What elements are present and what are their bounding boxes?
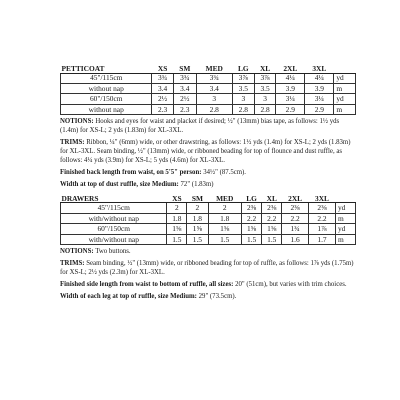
yardage-cell: 3.9: [276, 83, 305, 93]
yardage-cell: 2½: [173, 94, 196, 104]
unit-cell: m: [335, 213, 355, 223]
yardage-cell: 1.5: [167, 234, 187, 244]
leg-width-label: Width of each leg at top of ruffle, size Medium:: [60, 292, 197, 300]
dust-ruffle-value: 72" (1.83m): [180, 180, 214, 188]
row-label: without nap: [61, 83, 152, 93]
yardage-cell: 3⅞: [254, 73, 275, 83]
row-label: 45"/115cm: [61, 73, 152, 83]
yardage-cell: 2.2: [309, 213, 336, 223]
size-header: LG: [241, 192, 262, 203]
yardage-cell: 2⅜: [241, 203, 262, 213]
yardage-cell: 3¾: [152, 73, 173, 83]
petticoat-yardage-table: [60, 62, 356, 115]
size-header: LG: [232, 62, 254, 73]
yardage-cell: 3: [254, 94, 275, 104]
yardage-cell: 2½: [152, 94, 173, 104]
row-label: with/without nap: [61, 213, 167, 223]
row-label: 45"/115cm: [61, 203, 167, 213]
yardage-cell: 3: [232, 94, 254, 104]
notions-text: Hooks and eyes for waist and placket if desired; ½" (13mm) bias tape, as follows: 1½ yds (1.4m) for XS-L; 2 yds (1.83m) for XL-3XL.: [60, 118, 340, 135]
yardage-cell: 3¾: [196, 73, 232, 83]
yardage-cell: 2: [187, 203, 208, 213]
petticoat-title: PETTICOAT: [61, 62, 152, 73]
yardage-cell: 1⅝: [208, 224, 241, 234]
size-header: 3XL: [305, 62, 334, 73]
yardage-cell: 2: [208, 203, 241, 213]
trims-label: TRIMS:: [60, 259, 85, 267]
drawers-yardage-table: [60, 192, 356, 245]
yardage-cell: 2.2: [282, 213, 309, 223]
trims-text: Ribbon, ¼" (6mm) wide, or other drawstring, as follows: 1½ yds (1.4m) for XS-L; 2 yds (1.83m) for XL-3XL. Seam binding, ½" (13mm) wide, or ribboned beading for top of flounce and dust ruffle, as follows: 4¼ yds (3.9m) for XS-L; 5 yds (4.6m) for XL-3XL.: [60, 139, 351, 164]
unit-cell: yd: [334, 94, 356, 104]
yardage-cell: 3.5: [232, 83, 254, 93]
petticoat-finished-back-length: [60, 169, 356, 178]
yardage-cell: 2.8: [196, 104, 232, 114]
drawers-finished-side-length: [60, 281, 356, 290]
yardage-cell: 2.2: [262, 213, 282, 223]
petticoat-trims: [60, 139, 356, 166]
yardage-cell: 2.2: [241, 213, 262, 223]
row-label: with/without nap: [61, 234, 167, 244]
size-header: XL: [262, 192, 282, 203]
yardage-cell: 2⅜: [282, 203, 309, 213]
yardage-cell: 1¾: [282, 224, 309, 234]
table-row: [61, 224, 356, 234]
petticoat-header-row: [61, 62, 356, 73]
yardage-cell: 2.9: [276, 104, 305, 114]
yardage-cell: 1⅞: [309, 224, 336, 234]
drawers-header-row: [61, 192, 356, 203]
notions-label: NOTIONS:: [60, 118, 94, 126]
finished-back-label: Finished back length from waist, on 5'5" person:: [60, 168, 202, 176]
table-row: [61, 73, 356, 83]
yardage-cell: 1⅝: [187, 224, 208, 234]
yardage-cell: 1.8: [208, 213, 241, 223]
yardage-cell: 1.5: [262, 234, 282, 244]
unit-cell: yd: [334, 73, 356, 83]
yardage-cell: 1.5: [241, 234, 262, 244]
unit-cell: yd: [335, 203, 355, 213]
yardage-cell: 1.8: [187, 213, 208, 223]
yardage-cell: 4¼: [276, 73, 305, 83]
yardage-cell: 3⅞: [232, 73, 254, 83]
table-row: [61, 104, 356, 114]
unit-cell: m: [334, 83, 356, 93]
trims-label: TRIMS:: [60, 139, 85, 146]
row-label: without nap: [61, 104, 152, 114]
yardage-cell: 3.4: [196, 83, 232, 93]
size-header: SM: [173, 62, 196, 73]
yardage-cell: 3.9: [305, 83, 334, 93]
table-row: [61, 94, 356, 104]
size-header: MED: [208, 192, 241, 203]
yardage-cell: 2.9: [305, 104, 334, 114]
dust-ruffle-label: Width at top of dust ruffle, size Medium:: [60, 180, 179, 188]
yardage-cell: 1⅝: [167, 224, 187, 234]
yardage-cell: 3¼: [276, 94, 305, 104]
finished-side-value: 20" (51cm), but varies with trim choices.: [235, 280, 347, 288]
yardage-cell: 3¾: [173, 73, 196, 83]
yardage-cell: 1⅝: [262, 224, 282, 234]
yardage-cell: 2: [167, 203, 187, 213]
yardage-cell: 2.3: [152, 104, 173, 114]
yardage-cell: 2⅜: [262, 203, 282, 213]
size-header: XS: [167, 192, 187, 203]
unit-cell: m: [335, 234, 355, 244]
size-header: 3XL: [309, 192, 336, 203]
unit-cell: m: [334, 104, 356, 114]
yardage-cell: 3.5: [254, 83, 275, 93]
yardage-cell: 1.8: [167, 213, 187, 223]
yardage-cell: 1.7: [309, 234, 336, 244]
drawers-title: DRAWERS: [61, 192, 167, 203]
unit-cell: yd: [335, 224, 355, 234]
drawers-notions: [60, 248, 356, 257]
row-label: 60"/150cm: [61, 94, 152, 104]
yardage-cell: 2⅜: [309, 203, 336, 213]
pattern-yardage-page: [60, 62, 356, 302]
drawers-leg-width: [60, 293, 356, 302]
size-header: 2XL: [276, 62, 305, 73]
yardage-cell: 1.5: [187, 234, 208, 244]
notions-label: NOTIONS:: [60, 247, 94, 255]
table-row: [61, 203, 356, 213]
size-header: XL: [254, 62, 275, 73]
yardage-cell: 1⅝: [241, 224, 262, 234]
finished-back-value: 34½" (87.5cm).: [203, 168, 246, 176]
yardage-cell: 3¼: [305, 94, 334, 104]
table-row: [61, 83, 356, 93]
leg-width-value: 29" (73.5cm).: [198, 292, 237, 300]
finished-side-label: Finished side length from waist to bottom of ruffle, all sizes:: [60, 280, 234, 288]
yardage-cell: 1.5: [208, 234, 241, 244]
yardage-cell: 2.8: [254, 104, 275, 114]
yardage-cell: 1.6: [282, 234, 309, 244]
yardage-cell: 3: [196, 94, 232, 104]
notions-text: Two buttons.: [95, 247, 131, 255]
size-header: SM: [187, 192, 208, 203]
size-header: MED: [196, 62, 232, 73]
trims-text: Seam binding, ½" (13mm) wide, or ribboned beading for top of ruffle, as follows: 1⅞ yds (1.75m) for XS-L; 2½ yds (2.3m) for XL-3XL.: [60, 259, 354, 276]
yardage-cell: 3.4: [173, 83, 196, 93]
petticoat-dust-ruffle-width: [60, 181, 356, 190]
yardage-cell: 2.8: [232, 104, 254, 114]
yardage-cell: 3.4: [152, 83, 173, 93]
petticoat-notions: [60, 118, 356, 136]
yardage-cell: 2.3: [173, 104, 196, 114]
size-header: XS: [152, 62, 173, 73]
table-row: [61, 213, 356, 223]
yardage-cell: 4¼: [305, 73, 334, 83]
table-row: [61, 234, 356, 244]
row-label: 60"/150cm: [61, 224, 167, 234]
drawers-trims: [60, 260, 356, 278]
size-header: 2XL: [282, 192, 309, 203]
